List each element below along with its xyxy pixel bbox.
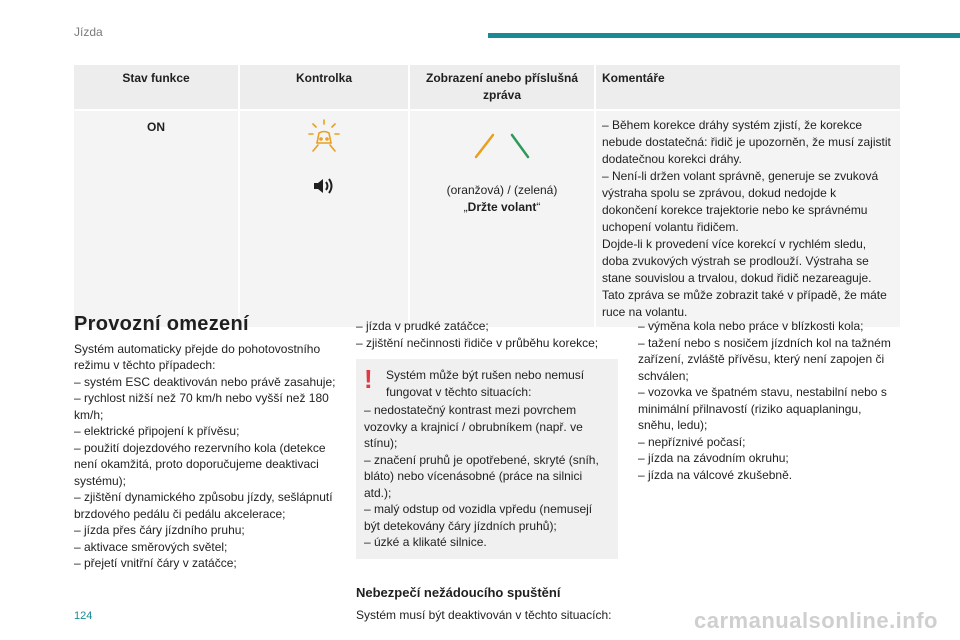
list-item: – jízda přes čáry jízdního pruhu; [74, 523, 245, 537]
list-item: – nepříznivé počasí; [638, 434, 746, 449]
steering-lines-orange-icon [473, 133, 495, 164]
list-item: – elektrické připojení k přívěsu; [74, 424, 240, 438]
list-item: – vozovka ve špatném stavu, nestabilní nebo s minimální přilnavostí (riziko aquaplaningu, sněhu, ledu); [638, 385, 887, 432]
lane-keep-warning-icon [307, 119, 341, 158]
list-item: – použití dojezdového rezervního kola (detekce není okamžitá, proto doporučujeme deaktivaci systému); [74, 440, 326, 488]
comment-4: Tato zpráva se může zobrazit také v případě, že máte ruce na volantu. [602, 288, 887, 319]
list-item: – jízda na válcové zkušebně. [638, 467, 793, 482]
watermark: carmanualsonline.info [694, 608, 938, 633]
table-row [74, 110, 901, 327]
warning-exclamation-icon: ! [364, 364, 373, 394]
list-item: – tažení nebo s nosičem jízdních kol na tažném zařízení, zvláště přívěsu, který není zapojen či schválen; [638, 335, 891, 383]
note-item: – nedostatečný kontrast mezi povrchem vozovky a krajnicí / obrubníkem (např. ve stínu); [364, 403, 583, 450]
list-item: – výměna kola nebo práce v blízkosti kola; [638, 319, 864, 333]
message-text [416, 199, 588, 216]
list-item: – jízda v prudké zatáčce; [356, 319, 489, 333]
comment-1: – Během korekce dráhy systém zjistí, že korekce nebude dostatečná: řidič je upozorněn, že musí zajistit dodatečnou korekci dráhy. [602, 118, 891, 166]
list-item: – jízda na závodním okruhu; [638, 451, 789, 465]
speaker-icon [312, 176, 336, 201]
warning-note [356, 359, 618, 559]
table-header-row [74, 65, 901, 110]
message-cell [409, 110, 595, 327]
column-right [638, 318, 896, 483]
column-middle [356, 318, 618, 624]
list-item: – zjištění nečinnosti řidiče v průběhu korekce; [356, 335, 599, 350]
list-item: – aktivace směrových světel; [74, 539, 228, 554]
list-item: – rychlost nižší než 70 km/h nebo vyšší než 180 km/h; [74, 391, 329, 422]
section-label: Jízda [74, 25, 103, 39]
note-item: – značení pruhů je opotřebené, skryté (sníh, bláto) nebo vícenásobné (práce na silnici atd.); [364, 452, 599, 500]
list-item: – přejetí vnitřní čáry v zatáčce; [74, 556, 237, 570]
danger-title: Nebezpečí nežádoucího spuštění [356, 584, 561, 600]
comment-3: Dojde-li k provedení více korekcí v rychlém sledu, doba zvukových výstrah se prodlouží. Výstraha se stane souvislou a trvalou, dokud řidič nezareaguje. [602, 237, 872, 285]
note-item: – malý odstup od vozidla vpředu (nemusejí být detekovány čáry jízdních pruhů); [364, 502, 593, 533]
page-number: 124 [74, 610, 93, 622]
header-message: Zobrazení anebo příslušná zpráva [409, 65, 595, 110]
list-item: – systém ESC deaktivován nebo právě zasahuje; [74, 374, 336, 389]
header-comments: Komentáře [595, 65, 901, 110]
indicator-cell [239, 110, 409, 327]
header-indicator: Kontrolka [239, 65, 409, 110]
limits-intro: Systém automaticky přejde do pohotovostního režimu v těchto případech: [74, 341, 321, 372]
danger-text: Systém musí být deaktivován v těchto situacích: [356, 608, 612, 622]
message-open-quote: „ [463, 200, 468, 214]
limits-title: Provozní omezení [74, 313, 249, 335]
note-lead: Systém může být rušen nebo nemusí fungovat v těchto situacích: [386, 368, 585, 399]
steering-lines-green-icon [509, 133, 531, 164]
header-accent-bar [488, 33, 960, 38]
column-left [74, 313, 344, 572]
note-item: – úzké a klikaté silnice. [364, 535, 487, 549]
message-bold: Držte volant [467, 200, 537, 214]
state-cell [74, 110, 239, 327]
state-value: ON [147, 120, 165, 134]
message-colors: (oranžová) / (zelená) [446, 183, 558, 197]
comments-cell [595, 110, 901, 327]
list-item: – zjištění dynamického způsobu jízdy, sešlápnutí brzdového pedálu či pedálu akcelerace; [74, 490, 333, 521]
header-state: Stav funkce [74, 65, 239, 110]
status-table [74, 65, 902, 327]
message-close-quote: “ [536, 200, 541, 214]
comment-2: – Není-li držen volant správně, generuje se zvuková výstraha spolu se zprávou, dokud nedojde k dokončení korekce trajektorie nebo ke správnému uchopení volantu řidičem. [602, 169, 879, 234]
